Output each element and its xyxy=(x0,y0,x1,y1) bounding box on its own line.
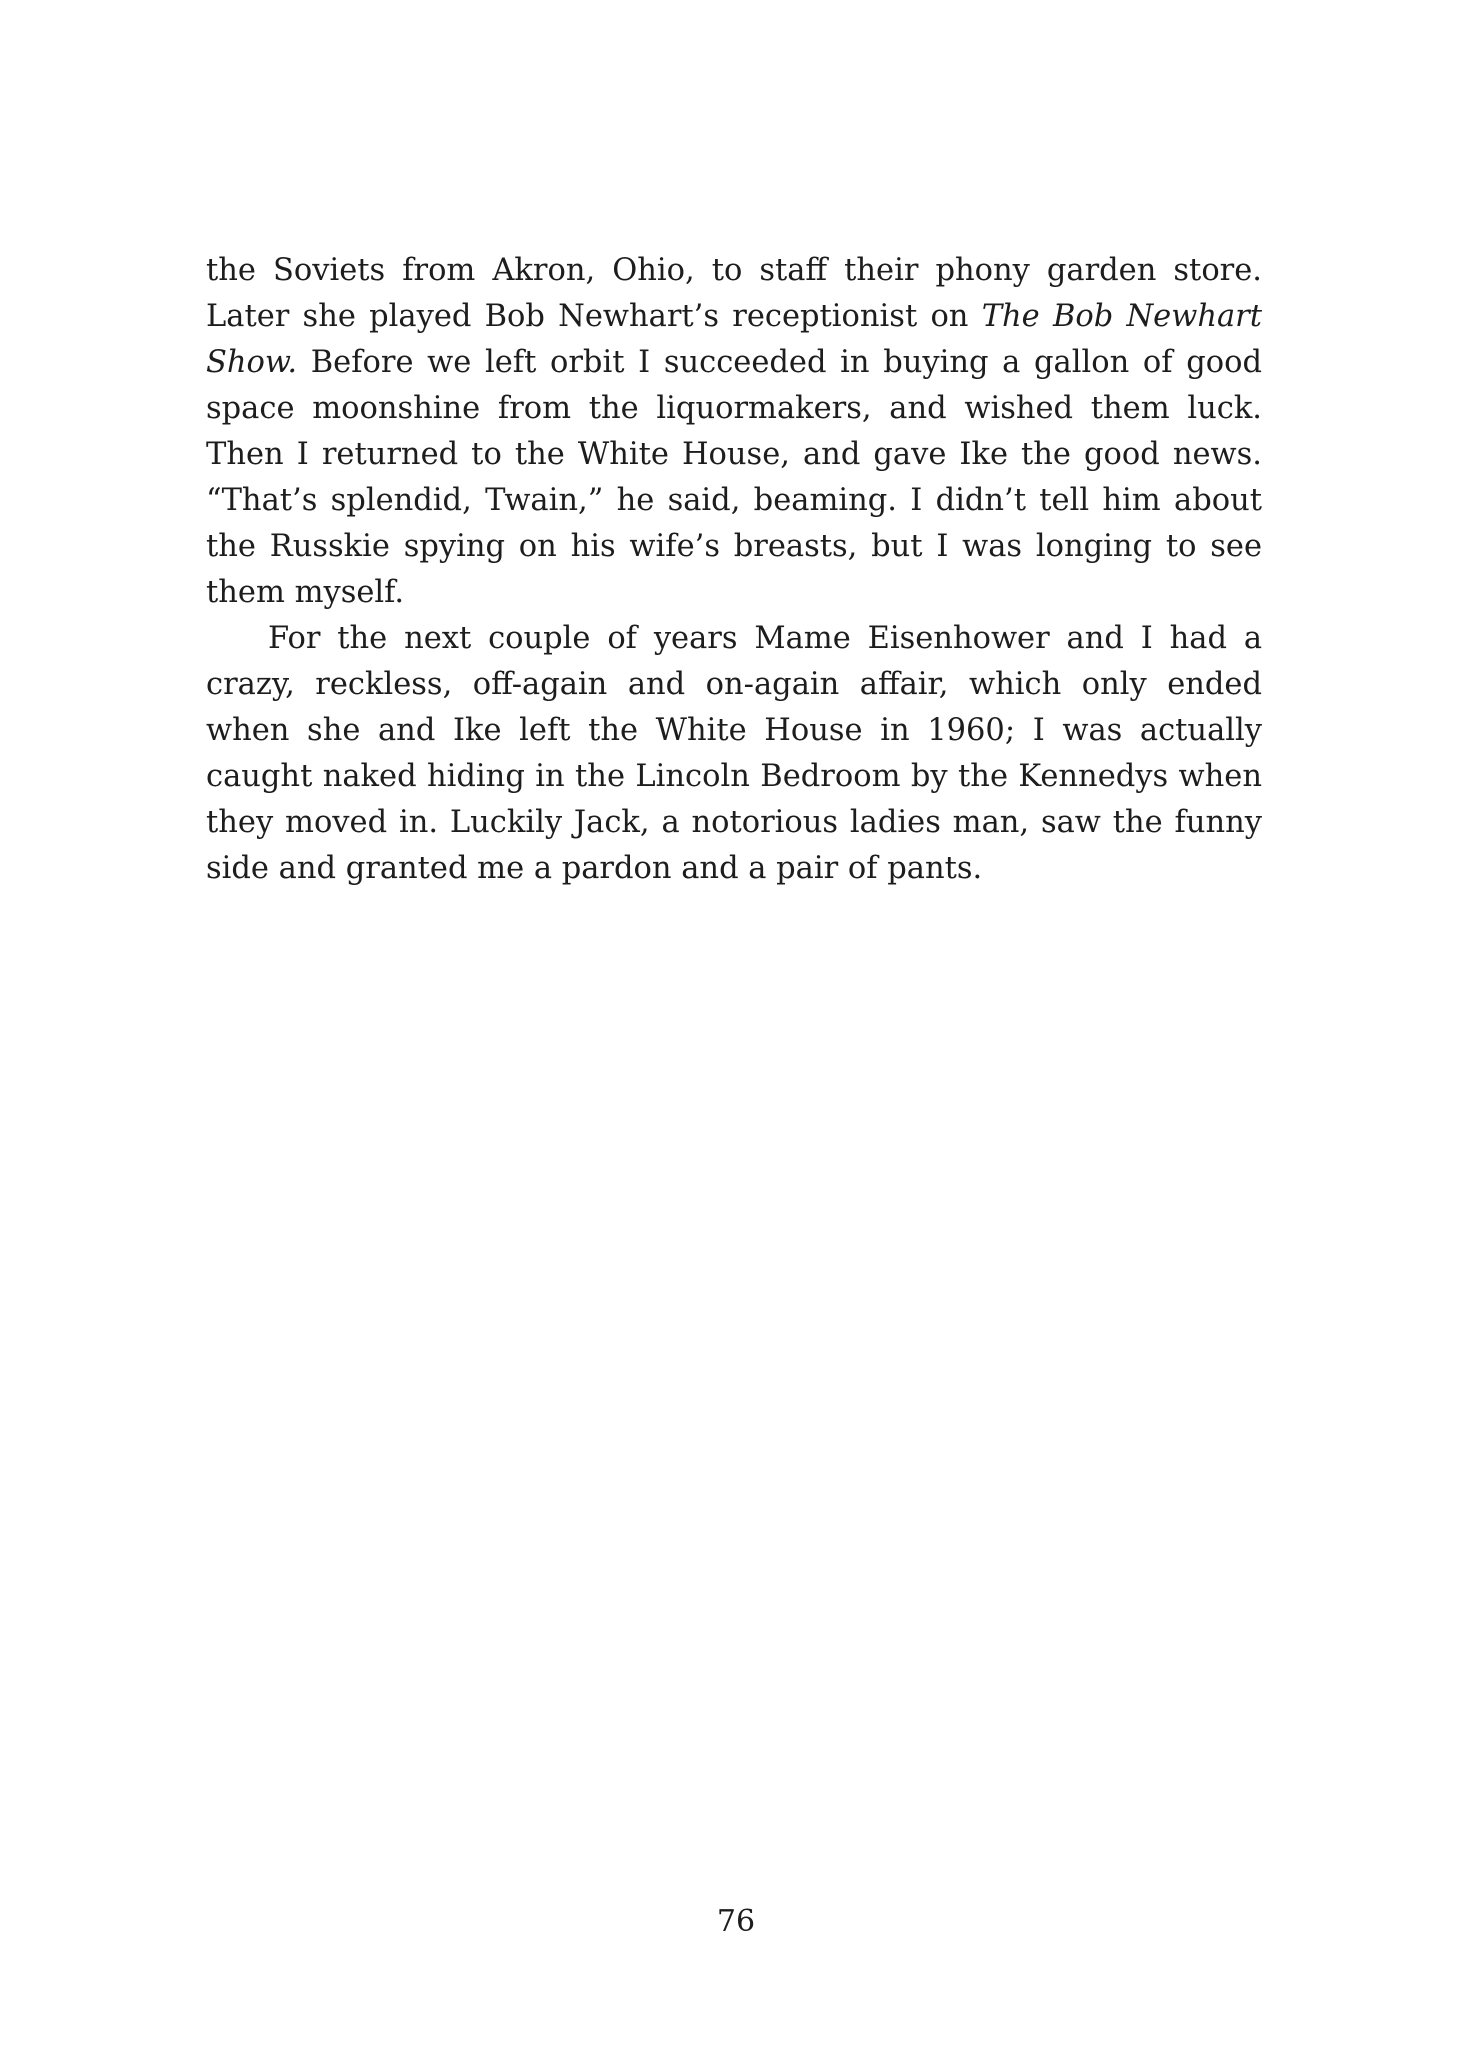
paragraph-1 xyxy=(206,248,1262,616)
paragraph-2: For the next couple of years Mame Eisenhower and I had a crazy, reckless, off-again and on-again affair, which only ended when she and Ike left the White House in 1960; I was actually caught naked hiding in the Lincoln Bedroom by the Kennedys when they moved in. Luckily Jack, a notorious ladies man, saw the funny side and granted me a pardon and a pair of pants. xyxy=(206,621,1262,886)
page-number: 76 xyxy=(716,1904,756,1939)
show-title-italic: The Bob Newhart Show. xyxy=(206,299,1262,380)
paragraph-1-text-start: the Soviets from Akron, Ohio, to staff their phony garden store. Later she played Bob Newhart’s receptionist on xyxy=(206,253,1262,334)
body-text xyxy=(206,248,1262,892)
paragraph-1-text-end: Before we left orbit I succeeded in buying a gallon of good space moonshine from the liquormakers, and wished them luck. Then I returned to the White House, and gave Ike the good news. “That’s splendid, Twain,” he said, beaming. I didn’t tell him about the Russkie spying on his wife’s breasts, but I was longing to see them myself. xyxy=(206,345,1262,610)
